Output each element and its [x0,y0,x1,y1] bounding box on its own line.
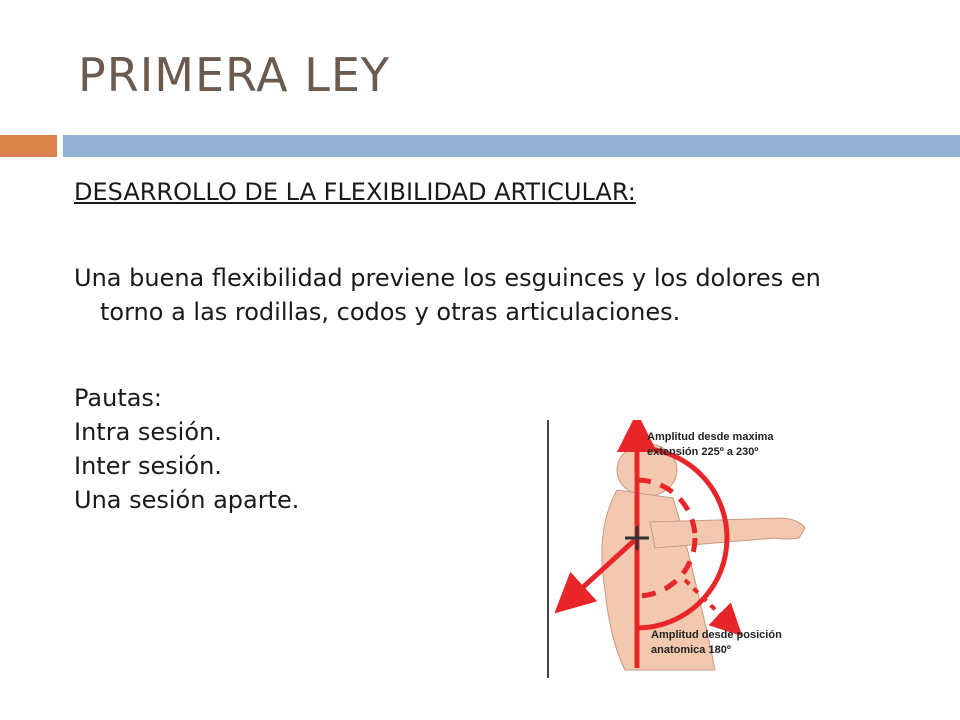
label-bottom-line2: anatomica 180º [651,644,731,656]
label-top-line2: extensión 225º a 230º [647,446,759,458]
arm-range-diagram [555,420,817,678]
subheading: DESARROLLO DE LA FLEXIBILIDAD ARTICULAR: [74,178,636,206]
pautas-item: Inter sesión. [74,452,222,480]
pautas-item: Intra sesión. [74,418,222,446]
body-paragraph: Una buena flexibilidad previene los esguinces y los dolores en torno a las rodillas, codos y otras articulaciones. [74,264,821,326]
accent-bar-blue [63,135,960,157]
pautas-label: Pautas: [74,384,163,412]
figure-divider [547,420,549,678]
pautas-item: Una sesión aparte. [74,486,300,514]
slide-title: PRIMERA LEY [78,48,390,102]
accent-bar-orange [0,135,57,157]
label-bottom-line1: Amplitud desde posición [651,629,782,641]
shoulder-flexibility-figure [547,420,817,678]
label-top-line1: Amplitud desde maxima [647,431,774,443]
